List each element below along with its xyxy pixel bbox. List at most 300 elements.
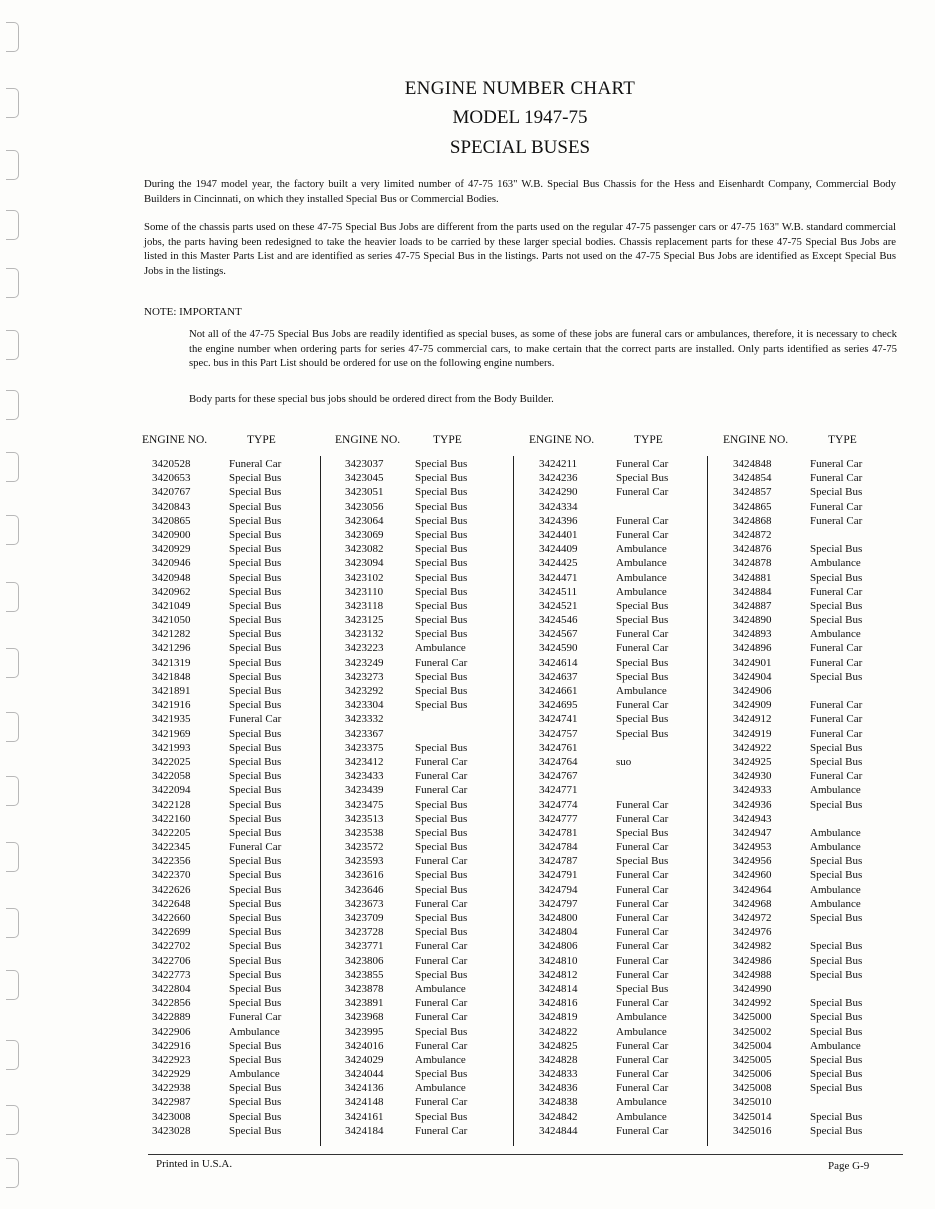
vehicle-type: Special Bus bbox=[616, 656, 669, 669]
vehicle-type: Special Bus bbox=[616, 855, 669, 868]
engine-number: 3424396 bbox=[539, 514, 578, 527]
engine-number: 3424661 bbox=[539, 685, 578, 697]
vehicle-type: Ambulance bbox=[616, 1096, 667, 1109]
engine-number: 3421891 bbox=[152, 685, 191, 697]
vehicle-type: Special Bus bbox=[415, 486, 468, 499]
engine-number: 3424767 bbox=[539, 770, 578, 783]
chart-title: ENGINE NUMBER CHART bbox=[404, 78, 636, 99]
engine-number: 3423593 bbox=[345, 855, 384, 868]
engine-number: 3421049 bbox=[152, 599, 191, 612]
vehicle-type: Funeral Car bbox=[415, 1124, 468, 1137]
vehicle-type: Special Bus bbox=[229, 642, 282, 655]
engine-number: 3422128 bbox=[152, 798, 191, 811]
engine-number: 3424922 bbox=[733, 741, 772, 754]
vehicle-type: Special Bus bbox=[229, 954, 282, 967]
vehicle-type: Ambulance bbox=[810, 784, 861, 797]
engine-number: 3424029 bbox=[345, 1053, 384, 1066]
engine-number: 3423412 bbox=[345, 755, 384, 768]
engine-number: 3424828 bbox=[539, 1053, 578, 1066]
vehicle-type: Ambulance bbox=[810, 883, 861, 896]
punch-hole bbox=[6, 150, 19, 180]
printed-in-label: Printed in U.S.A. bbox=[156, 1158, 233, 1170]
intro-paragraph-1: During the 1947 model year, the factory built a very limited number of 47-75 163" W.B. Special Bus Chassis for the Hess and Eisenhardt Company, Commercial Body Builders in Cincinnati, on which they installed Special Bus or Commercial Bodies. bbox=[144, 178, 896, 205]
vehicle-type: Special Bus bbox=[810, 1082, 863, 1095]
engine-number: 3425010 bbox=[733, 1096, 772, 1109]
engine-number: 3424968 bbox=[733, 897, 772, 910]
engine-number: 3424872 bbox=[733, 528, 772, 541]
vehicle-type: Special Bus bbox=[229, 770, 282, 783]
engine-number: 3423572 bbox=[345, 841, 384, 854]
vehicle-type: Special Bus bbox=[229, 897, 282, 910]
engine-number: 3422889 bbox=[152, 1011, 191, 1024]
vehicle-type: Special Bus bbox=[415, 912, 468, 924]
engine-number: 3422773 bbox=[152, 968, 191, 981]
engine-number: 3421969 bbox=[152, 727, 191, 740]
vehicle-type: Special Bus bbox=[810, 1068, 863, 1081]
vehicle-type: Special Bus bbox=[229, 741, 282, 754]
engine-number: 3422626 bbox=[152, 883, 191, 896]
engine-number: 3423616 bbox=[345, 869, 384, 882]
engine-number: 3424741 bbox=[539, 713, 578, 726]
vehicle-type: Special Bus bbox=[810, 997, 863, 1010]
engine-number: 3422205 bbox=[152, 826, 191, 839]
engine-number: 3423082 bbox=[345, 543, 384, 556]
vehicle-type: Special Bus bbox=[415, 1025, 468, 1038]
engine-number: 3425005 bbox=[733, 1053, 772, 1066]
vehicle-type: Funeral Car bbox=[616, 486, 669, 499]
engine-number: 3422856 bbox=[152, 997, 191, 1010]
vehicle-type: Special Bus bbox=[415, 741, 468, 754]
vehicle-type: Special Bus bbox=[229, 826, 282, 839]
footer-rule bbox=[148, 1154, 903, 1155]
vehicle-type: Ambulance bbox=[810, 897, 861, 910]
vehicle-type: Funeral Car bbox=[415, 1096, 468, 1109]
engine-number: 3424409 bbox=[539, 543, 578, 556]
punch-hole bbox=[6, 452, 19, 482]
engine-number: 3420865 bbox=[152, 514, 191, 527]
engine-number: 3421916 bbox=[152, 699, 191, 712]
table-column-3 bbox=[527, 434, 717, 1144]
vehicle-type: Funeral Car bbox=[810, 770, 863, 783]
engine-number: 3424836 bbox=[539, 1082, 578, 1095]
engine-number: 3424290 bbox=[539, 486, 578, 499]
engine-number: 3424136 bbox=[345, 1082, 384, 1095]
vehicle-type: Special Bus bbox=[229, 1053, 282, 1066]
engine-number: 3423673 bbox=[345, 897, 384, 910]
engine-number: 3422660 bbox=[152, 912, 191, 924]
engine-number: 3423367 bbox=[345, 727, 384, 740]
vehicle-type: Funeral Car bbox=[415, 940, 468, 953]
punch-hole bbox=[6, 330, 19, 360]
engine-number: 3424590 bbox=[539, 642, 578, 655]
vehicle-type: Special Bus bbox=[229, 1124, 282, 1137]
engine-number: 3423891 bbox=[345, 997, 384, 1010]
vehicle-type: Ambulance bbox=[810, 826, 861, 839]
vehicle-type: Funeral Car bbox=[616, 642, 669, 655]
vehicle-type: Ambulance bbox=[616, 685, 667, 697]
engine-number: 3424781 bbox=[539, 826, 578, 839]
vehicle-type: Funeral Car bbox=[616, 841, 669, 854]
vehicle-type: Funeral Car bbox=[616, 968, 669, 981]
engine-number: 3422923 bbox=[152, 1053, 191, 1066]
table-column-1 bbox=[140, 434, 330, 1144]
engine-number: 3423223 bbox=[345, 642, 384, 655]
vehicle-type: Funeral Car bbox=[229, 841, 282, 854]
vehicle-type: Special Bus bbox=[415, 685, 468, 697]
engine-no-header: ENGINE NO. bbox=[723, 434, 789, 446]
table-column-4 bbox=[721, 434, 911, 1144]
vehicle-type: Funeral Car bbox=[616, 954, 669, 967]
vehicle-type: Special Bus bbox=[229, 968, 282, 981]
vehicle-type: Special Bus bbox=[616, 472, 669, 485]
vehicle-type: Special Bus bbox=[229, 699, 282, 712]
vehicle-type: Funeral Car bbox=[810, 472, 863, 485]
vehicle-type: Funeral Car bbox=[616, 869, 669, 882]
engine-number: 3420962 bbox=[152, 585, 191, 598]
vehicle-type: Special Bus bbox=[616, 713, 669, 726]
engine-number: 3424904 bbox=[733, 670, 772, 683]
type-header: TYPE bbox=[634, 434, 663, 446]
vehicle-type: Special Bus bbox=[810, 543, 863, 556]
engine-number: 3420900 bbox=[152, 528, 191, 541]
engine-number: 3423125 bbox=[345, 614, 384, 627]
vehicle-type: Funeral Car bbox=[415, 784, 468, 797]
vehicle-type: Special Bus bbox=[229, 940, 282, 953]
vehicle-type: Special Bus bbox=[810, 670, 863, 683]
vehicle-type: Special Bus bbox=[415, 1110, 468, 1123]
engine-no-header: ENGINE NO. bbox=[529, 434, 595, 446]
vehicle-type: Ambulance bbox=[616, 1011, 667, 1024]
vehicle-type: Funeral Car bbox=[616, 458, 669, 470]
engine-number: 3424757 bbox=[539, 727, 578, 740]
engine-number: 3424764 bbox=[539, 755, 578, 768]
type-header: TYPE bbox=[247, 434, 276, 446]
vehicle-type: Funeral Car bbox=[415, 770, 468, 783]
engine-number: 3424943 bbox=[733, 812, 772, 825]
engine-number: 3423332 bbox=[345, 713, 384, 726]
engine-number: 3424976 bbox=[733, 926, 772, 939]
engine-number: 3420528 bbox=[152, 458, 191, 470]
engine-number: 3423008 bbox=[152, 1110, 191, 1123]
vehicle-type: Special Bus bbox=[415, 869, 468, 882]
vehicle-type: Funeral Car bbox=[616, 514, 669, 527]
vehicle-type: Special Bus bbox=[229, 599, 282, 612]
engine-number: 3420767 bbox=[152, 486, 191, 499]
engine-number: 3423118 bbox=[345, 599, 384, 612]
engine-number: 3420946 bbox=[152, 557, 191, 570]
engine-number: 3424425 bbox=[539, 557, 578, 570]
vehicle-type: Special Bus bbox=[229, 685, 282, 697]
engine-number: 3422370 bbox=[152, 869, 191, 882]
vehicle-type: Special Bus bbox=[810, 912, 863, 924]
engine-number: 3423304 bbox=[345, 699, 384, 712]
engine-number: 3424868 bbox=[733, 514, 772, 527]
vehicle-type: Special Bus bbox=[415, 1068, 468, 1081]
vehicle-type: Special Bus bbox=[415, 528, 468, 541]
engine-number: 3424771 bbox=[539, 784, 578, 797]
engine-number: 3424936 bbox=[733, 798, 772, 811]
engine-number: 3423439 bbox=[345, 784, 384, 797]
column-divider bbox=[513, 456, 514, 1146]
punch-hole bbox=[6, 1158, 19, 1188]
engine-number: 3425016 bbox=[733, 1124, 772, 1137]
vehicle-type: Ambulance bbox=[616, 1025, 667, 1038]
engine-number: 3423709 bbox=[345, 912, 384, 924]
engine-number: 3423771 bbox=[345, 940, 384, 953]
punch-hole bbox=[6, 842, 19, 872]
engine-number: 3424876 bbox=[733, 543, 772, 556]
engine-number: 3424848 bbox=[733, 458, 772, 470]
vehicle-type: Special Bus bbox=[415, 812, 468, 825]
engine-number: 3424637 bbox=[539, 670, 578, 683]
vehicle-type: Ambulance bbox=[616, 557, 667, 570]
engine-number: 3424825 bbox=[539, 1039, 578, 1052]
engine-number: 3422906 bbox=[152, 1025, 191, 1038]
intro-paragraph-2: Some of the chassis parts used on these 47-75 Special Bus Jobs are different from the parts used on the regular 47-75 passenger cars or 47-75 163" W.B. standard commercial jobs, the parts having been redesigned to take the heavier loads to be carried by these larger special bodies. Chassis replacement parts for these 47-75 Special Bus Jobs are listed in this Master Parts List and are identified as series 47-75 Special Bus in the listings. Parts not used on the 47-75 Special Bus Jobs are identified as Except Special Bus Jobs in the listings. bbox=[144, 221, 896, 277]
engine-number: 3425002 bbox=[733, 1025, 772, 1038]
vehicle-type: Special Bus bbox=[229, 855, 282, 868]
engine-number: 3423433 bbox=[345, 770, 384, 783]
vehicle-type: Funeral Car bbox=[616, 528, 669, 541]
engine-number: 3422025 bbox=[152, 755, 191, 768]
punch-hole bbox=[6, 648, 19, 678]
vehicle-type: Funeral Car bbox=[415, 1011, 468, 1024]
punch-hole bbox=[6, 210, 19, 240]
engine-number: 3424614 bbox=[539, 656, 578, 669]
engine-number: 3422702 bbox=[152, 940, 191, 953]
vehicle-type: Funeral Car bbox=[810, 500, 863, 513]
vehicle-type: Special Bus bbox=[616, 614, 669, 627]
vehicle-type: Special Bus bbox=[229, 557, 282, 570]
note-label: NOTE: IMPORTANT bbox=[144, 306, 242, 318]
vehicle-type: Funeral Car bbox=[810, 713, 863, 726]
vehicle-type: Ambulance bbox=[810, 841, 861, 854]
engine-number: 3424822 bbox=[539, 1025, 578, 1038]
vehicle-type: Ambulance bbox=[810, 557, 861, 570]
engine-number: 3424992 bbox=[733, 997, 772, 1010]
engine-number: 3420843 bbox=[152, 500, 191, 513]
punch-hole bbox=[6, 908, 19, 938]
vehicle-type: Special Bus bbox=[810, 1124, 863, 1137]
engine-number: 3423292 bbox=[345, 685, 384, 697]
vehicle-type: Special Bus bbox=[616, 727, 669, 740]
engine-number: 3423273 bbox=[345, 670, 384, 683]
vehicle-type: Ambulance bbox=[415, 642, 466, 655]
engine-number: 3424844 bbox=[539, 1124, 578, 1137]
vehicle-type: Special Bus bbox=[810, 954, 863, 967]
engine-number: 3424960 bbox=[733, 869, 772, 882]
engine-number: 3424881 bbox=[733, 571, 772, 584]
column-divider bbox=[320, 456, 321, 1146]
vehicle-type: Special Bus bbox=[229, 514, 282, 527]
vehicle-type: Funeral Car bbox=[616, 699, 669, 712]
type-header: TYPE bbox=[828, 434, 857, 446]
engine-number: 3423806 bbox=[345, 954, 384, 967]
punch-hole bbox=[6, 712, 19, 742]
vehicle-type: Funeral Car bbox=[415, 997, 468, 1010]
vehicle-type: Funeral Car bbox=[616, 1082, 669, 1095]
engine-number: 3424334 bbox=[539, 500, 578, 513]
vehicle-type: Special Bus bbox=[415, 926, 468, 939]
engine-number: 3422648 bbox=[152, 897, 191, 910]
engine-number: 3424016 bbox=[345, 1039, 384, 1052]
engine-number: 3424933 bbox=[733, 784, 772, 797]
vehicle-type: Funeral Car bbox=[415, 656, 468, 669]
vehicle-type: Special Bus bbox=[229, 486, 282, 499]
punch-hole bbox=[6, 268, 19, 298]
vehicle-type: Special Bus bbox=[229, 798, 282, 811]
vehicle-type: Funeral Car bbox=[810, 585, 863, 598]
vehicle-type: Special Bus bbox=[229, 727, 282, 740]
engine-number: 3423538 bbox=[345, 826, 384, 839]
engine-number: 3421848 bbox=[152, 670, 191, 683]
vehicle-type: Funeral Car bbox=[616, 912, 669, 924]
vehicle-type: Special Bus bbox=[229, 812, 282, 825]
engine-number: 3424471 bbox=[539, 571, 578, 584]
engine-number: 3424947 bbox=[733, 826, 772, 839]
vehicle-type: Special Bus bbox=[229, 585, 282, 598]
vehicle-type: Special Bus bbox=[415, 571, 468, 584]
vehicle-type: Ambulance bbox=[810, 628, 861, 641]
vehicle-type: Special Bus bbox=[810, 486, 863, 499]
vehicle-type: Funeral Car bbox=[810, 642, 863, 655]
engine-number: 3424909 bbox=[733, 699, 772, 712]
vehicle-type: Funeral Car bbox=[810, 699, 863, 712]
vehicle-type: Funeral Car bbox=[810, 656, 863, 669]
vehicle-type: Special Bus bbox=[415, 557, 468, 570]
vehicle-type: Special Bus bbox=[810, 571, 863, 584]
vehicle-type: Special Bus bbox=[415, 458, 468, 470]
vehicle-type: Special Bus bbox=[415, 841, 468, 854]
vehicle-type: Funeral Car bbox=[616, 940, 669, 953]
vehicle-type: Special Bus bbox=[229, 528, 282, 541]
vehicle-type: Funeral Car bbox=[229, 713, 282, 726]
vehicle-type: Special Bus bbox=[229, 472, 282, 485]
punch-hole bbox=[6, 1040, 19, 1070]
engine-number: 3424988 bbox=[733, 968, 772, 981]
engine-number: 3424236 bbox=[539, 472, 578, 485]
engine-number: 3424816 bbox=[539, 997, 578, 1010]
engine-number: 3424865 bbox=[733, 500, 772, 513]
vehicle-type: Special Bus bbox=[616, 599, 669, 612]
vehicle-type: Funeral Car bbox=[616, 883, 669, 896]
vehicle-type: Special Bus bbox=[810, 1025, 863, 1038]
vehicle-type: Special Bus bbox=[415, 543, 468, 556]
vehicle-type: Funeral Car bbox=[415, 755, 468, 768]
engine-number: 3424784 bbox=[539, 841, 578, 854]
vehicle-type: Ambulance bbox=[415, 982, 466, 995]
vehicle-type: Special Bus bbox=[229, 656, 282, 669]
engine-number: 3424567 bbox=[539, 628, 578, 641]
engine-number: 3422160 bbox=[152, 812, 191, 825]
vehicle-type: Funeral Car bbox=[810, 458, 863, 470]
model-title: MODEL 1947-75 bbox=[452, 107, 588, 128]
engine-number: 3423037 bbox=[345, 458, 384, 470]
vehicle-type: Special Bus bbox=[616, 982, 669, 995]
vehicle-type: Funeral Car bbox=[810, 514, 863, 527]
vehicle-type: Special Bus bbox=[810, 614, 863, 627]
vehicle-type: Special Bus bbox=[415, 472, 468, 485]
engine-number: 3424842 bbox=[539, 1110, 578, 1123]
vehicle-type: Special Bus bbox=[616, 826, 669, 839]
vehicle-type: Special Bus bbox=[415, 514, 468, 527]
vehicle-type: Funeral Car bbox=[415, 1039, 468, 1052]
engine-number: 3422804 bbox=[152, 982, 191, 995]
vehicle-type: Special Bus bbox=[415, 883, 468, 896]
engine-number: 3421296 bbox=[152, 642, 191, 655]
engine-number: 3424814 bbox=[539, 982, 578, 995]
engine-number: 3424919 bbox=[733, 727, 772, 740]
engine-number: 3424774 bbox=[539, 798, 578, 811]
engine-number: 3424964 bbox=[733, 883, 772, 896]
vehicle-type: Funeral Car bbox=[616, 897, 669, 910]
vehicle-type: Funeral Car bbox=[616, 1068, 669, 1081]
vehicle-type: Special Bus bbox=[229, 883, 282, 896]
engine-number: 3424148 bbox=[345, 1096, 384, 1109]
vehicle-type: Special Bus bbox=[229, 869, 282, 882]
engine-number: 3421282 bbox=[152, 628, 191, 641]
vehicle-type: Special Bus bbox=[415, 585, 468, 598]
vehicle-type: Special Bus bbox=[810, 798, 863, 811]
engine-number: 3424838 bbox=[539, 1096, 578, 1109]
vehicle-type: Special Bus bbox=[229, 1096, 282, 1109]
engine-number: 3424890 bbox=[733, 614, 772, 627]
engine-number: 3424777 bbox=[539, 812, 578, 825]
engine-number: 3422706 bbox=[152, 954, 191, 967]
engine-number: 3424925 bbox=[733, 755, 772, 768]
engine-number: 3423513 bbox=[345, 812, 384, 825]
vehicle-type: Funeral Car bbox=[616, 812, 669, 825]
type-header: TYPE bbox=[433, 434, 462, 446]
vehicle-type: Special Bus bbox=[415, 968, 468, 981]
vehicle-type: Ambulance bbox=[616, 585, 667, 598]
vehicle-type: Ambulance bbox=[229, 1068, 280, 1081]
vehicle-type: Special Bus bbox=[810, 855, 863, 868]
vehicle-type: Ambulance bbox=[810, 1039, 861, 1052]
engine-number: 3425008 bbox=[733, 1082, 772, 1095]
engine-number: 3424833 bbox=[539, 1068, 578, 1081]
vehicle-type: Special Bus bbox=[810, 869, 863, 882]
engine-number: 3424982 bbox=[733, 940, 772, 953]
engine-number: 3424912 bbox=[733, 713, 772, 726]
engine-number: 3424791 bbox=[539, 869, 578, 882]
vehicle-type: Special Bus bbox=[415, 699, 468, 712]
engine-number: 3422987 bbox=[152, 1096, 191, 1109]
engine-number: 3423045 bbox=[345, 472, 384, 485]
punch-hole bbox=[6, 390, 19, 420]
engine-number: 3424901 bbox=[733, 656, 772, 669]
vehicle-type: Funeral Car bbox=[229, 1011, 282, 1024]
engine-number: 3423475 bbox=[345, 798, 384, 811]
engine-number: 3424956 bbox=[733, 855, 772, 868]
engine-number: 3423056 bbox=[345, 500, 384, 513]
subtitle: SPECIAL BUSES bbox=[449, 137, 591, 158]
engine-number: 3423249 bbox=[345, 656, 384, 669]
engine-number: 3424695 bbox=[539, 699, 578, 712]
vehicle-type: Special Bus bbox=[229, 571, 282, 584]
engine-number: 3423094 bbox=[345, 557, 384, 570]
engine-number: 3423051 bbox=[345, 486, 384, 499]
engine-number: 3424511 bbox=[539, 585, 578, 598]
engine-number: 3424878 bbox=[733, 557, 772, 570]
vehicle-type: Funeral Car bbox=[616, 798, 669, 811]
vehicle-type: Special Bus bbox=[229, 628, 282, 641]
engine-number: 3423375 bbox=[345, 741, 384, 754]
punch-hole bbox=[6, 515, 19, 545]
vehicle-type: Special Bus bbox=[810, 755, 863, 768]
vehicle-type: Special Bus bbox=[229, 1082, 282, 1095]
engine-number: 3423110 bbox=[345, 585, 384, 598]
